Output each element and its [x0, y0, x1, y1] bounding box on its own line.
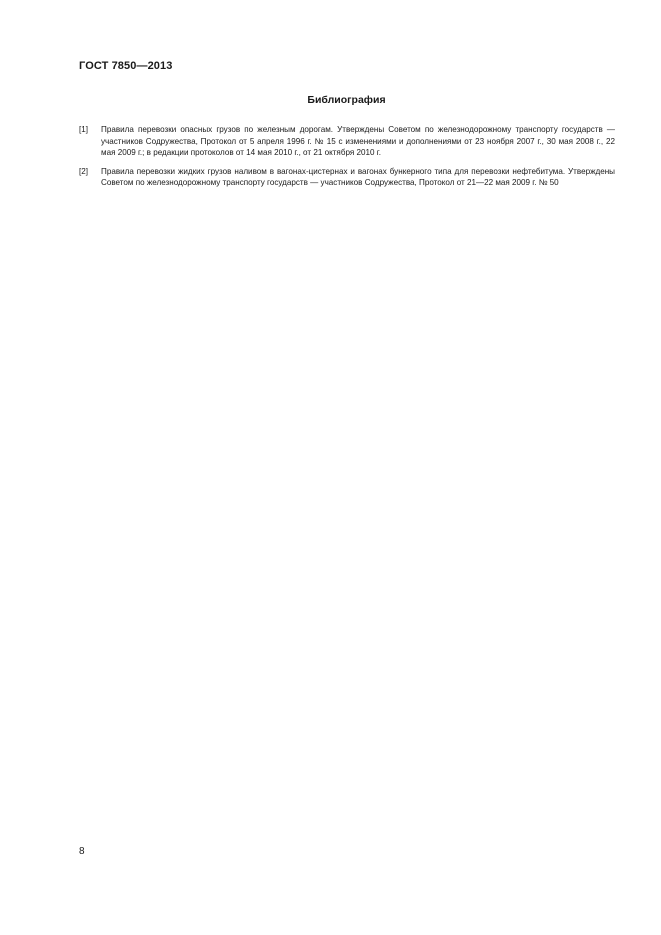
bibliography-entry: [79, 124, 615, 159]
bibliography-entry: [79, 166, 615, 189]
bibliography-entry-text: Правила перевозки опасных грузов по железным дорогам. Утверждены Советом по железнодорожному транспорту государств — участников Содружества, Протокол от 5 апреля 1996 г. № 15 с изменениями и дополнениями от 23 ноября 2007 г., 30 мая 2008 г., 22 мая 2009 г.; в редакции протоколов от 14 мая 2010 г., от 21 октября 2010 г.: [101, 125, 615, 158]
bibliography-list: [79, 124, 615, 196]
standard-code-header: ГОСТ 7850—2013: [79, 60, 173, 72]
bibliography-entry-number: [2]: [79, 166, 88, 176]
bibliography-entry-text: Правила перевозки жидких грузов наливом в вагонах-цистернах и вагонах бункерного типа для перевозки нефтебитума. Утверждены Советом по железнодорожному транспорту государств — участников Содружества, Протокол от 21—22 мая 2009 г. № 50: [101, 166, 615, 188]
page-number: 8: [79, 846, 85, 857]
section-title: Библиография: [307, 94, 386, 106]
bibliography-entry-number: [1]: [79, 125, 88, 134]
